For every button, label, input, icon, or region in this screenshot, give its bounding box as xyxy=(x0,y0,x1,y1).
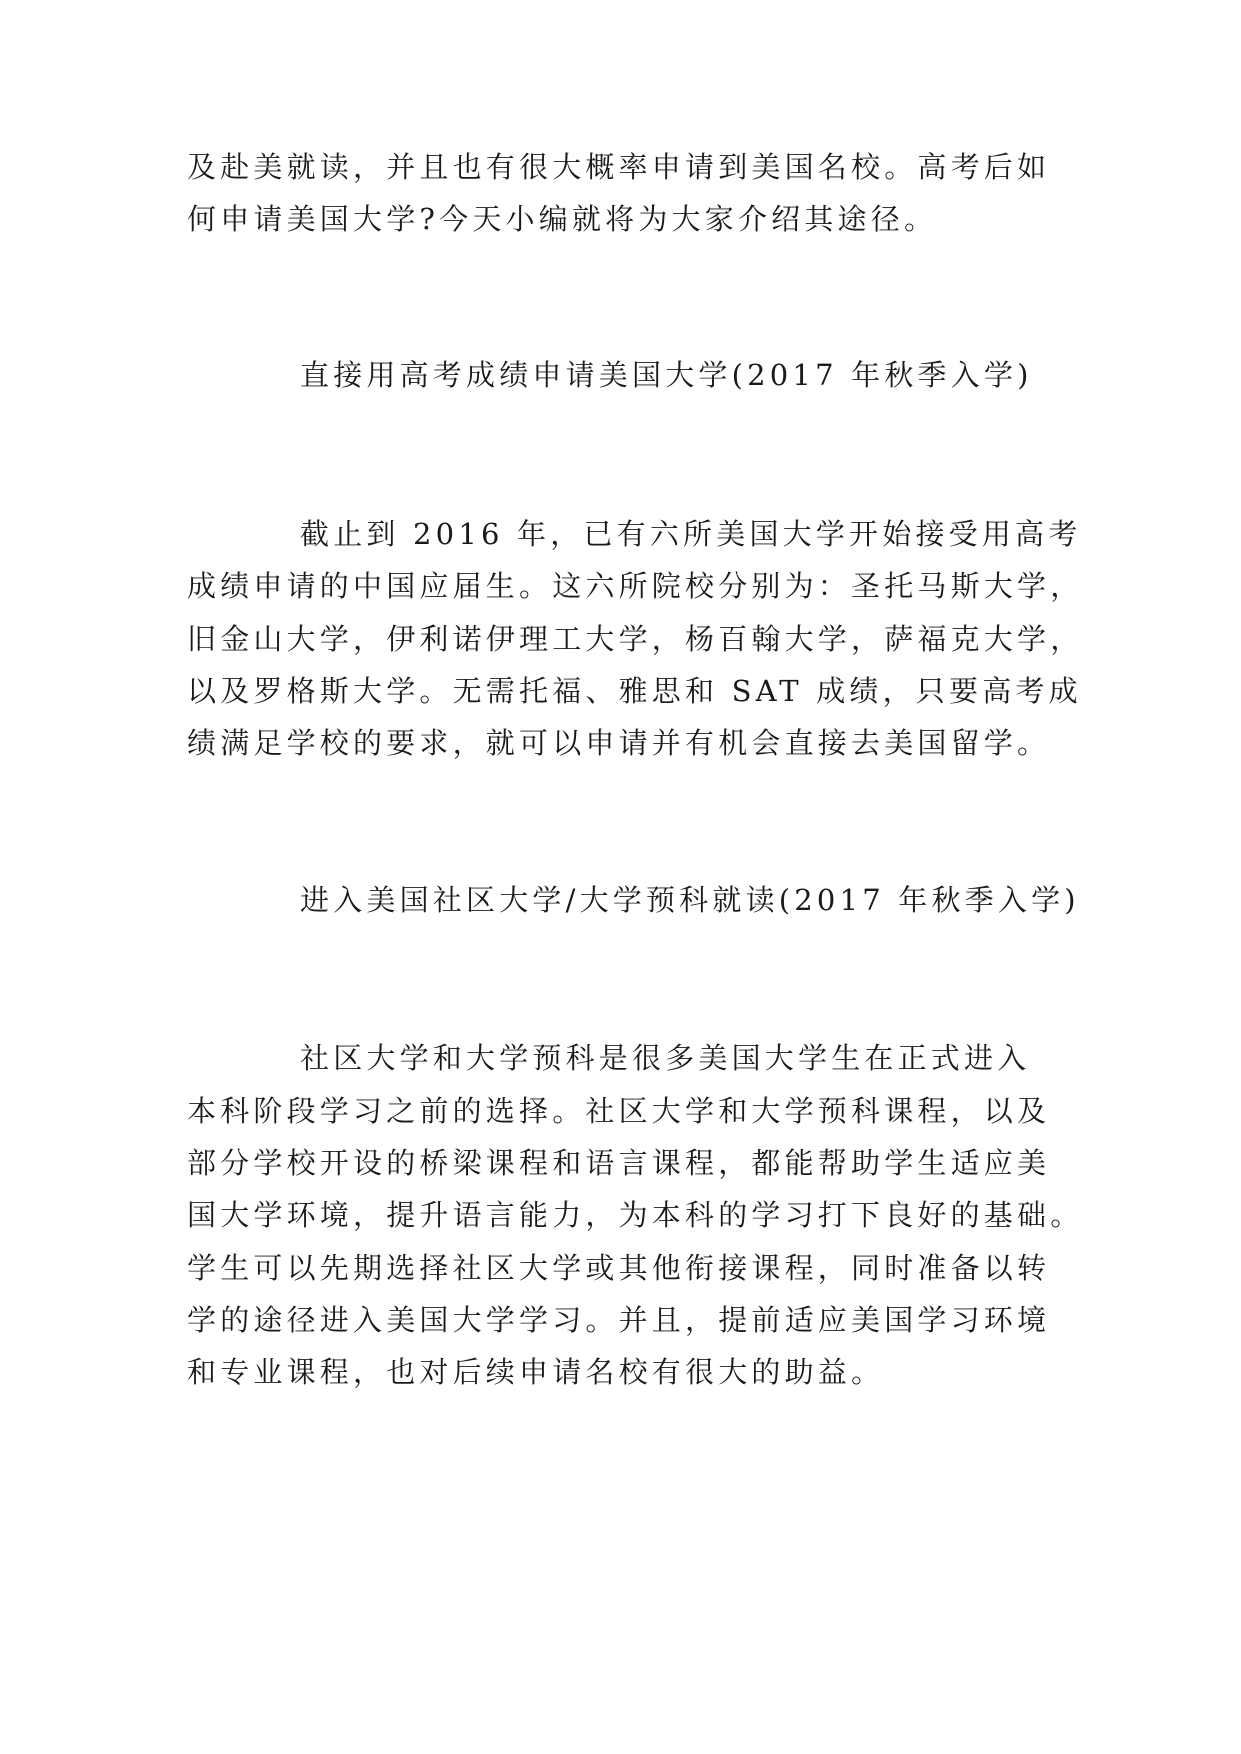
paragraph-line: 部分学校开设的桥梁课程和语言课程，都能帮助学生适应美 xyxy=(187,1146,1051,1180)
paragraph-line: 绩满足学校的要求，就可以申请并有机会直接去美国留学。 xyxy=(187,726,1051,760)
section-heading: 进入美国社区大学/大学预科就读(2017 年秋季入学) xyxy=(300,883,1080,917)
paragraph-line: 及赴美就读，并且也有很大概率申请到美国名校。高考后如 xyxy=(187,150,1051,184)
paragraph-line: 国大学环境，提升语言能力，为本科的学习打下良好的基础。 xyxy=(187,1198,1084,1232)
paragraph-line: 以及罗格斯大学。无需托福、雅思和 SAT 成绩，只要高考成 xyxy=(187,674,1082,708)
paragraph-line: 学生可以先期选择社区大学或其他衔接课程，同时准备以转 xyxy=(187,1251,1051,1285)
paragraph-line: 旧金山大学，伊利诺伊理工大学，杨百翰大学，萨福克大学， xyxy=(187,622,1084,656)
paragraph-line: 学的途径进入美国大学学习。并且，提前适应美国学习环境 xyxy=(187,1303,1051,1337)
paragraph-line: 成绩申请的中国应届生。这六所院校分别为：圣托马斯大学， xyxy=(187,569,1084,603)
section-heading: 直接用高考成绩申请美国大学(2017 年秋季入学) xyxy=(300,358,1033,392)
paragraph-line: 本科阶段学习之前的选择。社区大学和大学预科课程，以及 xyxy=(187,1094,1051,1128)
paragraph-line: 截止到 2016 年，已有六所美国大学开始接受用高考 xyxy=(300,517,1082,551)
paragraph-line: 和专业课程，也对后续申请名校有很大的助益。 xyxy=(187,1355,885,1389)
paragraph-line: 何申请美国大学?今天小编就将为大家介绍其途径。 xyxy=(187,202,938,236)
paragraph-line: 社区大学和大学预科是很多美国大学生在正式进入 xyxy=(300,1041,1031,1075)
